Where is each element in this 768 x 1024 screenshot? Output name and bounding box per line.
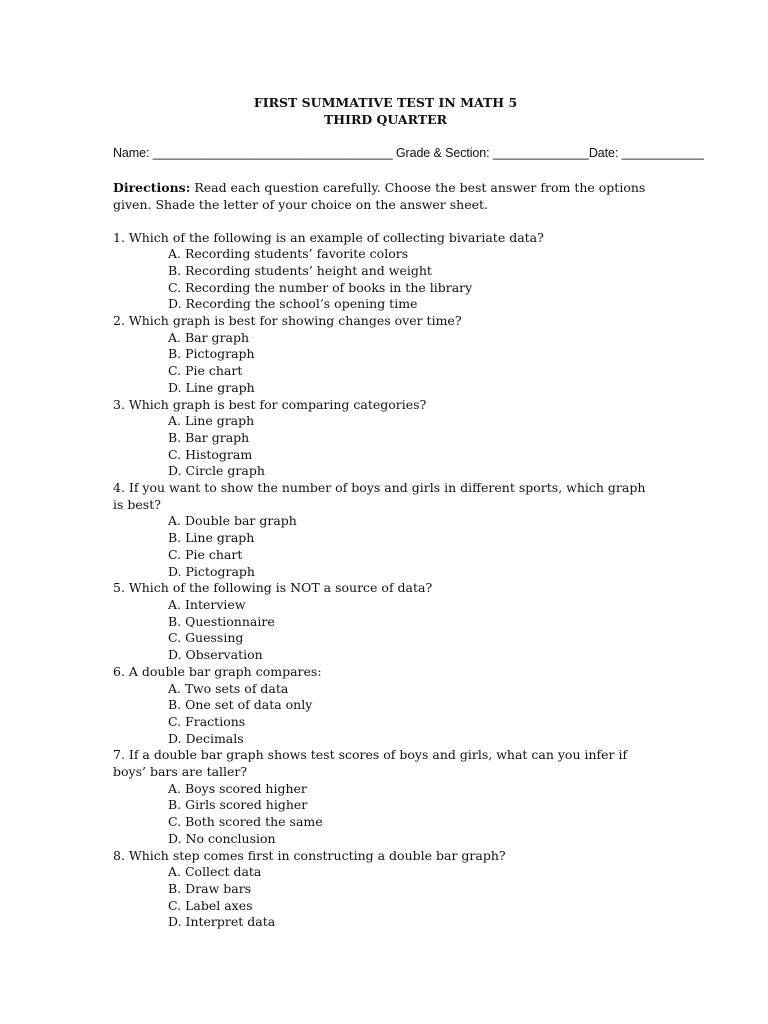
- directions-text: Read each question carefully. Choose the best answer from the options given. Shade the letter of your choice on the answer sheet.: [113, 180, 646, 212]
- date-blank: ____________: [621, 146, 704, 161]
- answer-option: B. Pictograph: [168, 346, 255, 362]
- question-item: [113, 230, 658, 314]
- answer-option: A. Collect data: [168, 864, 262, 880]
- answer-option: A. Two sets of data: [168, 680, 289, 696]
- grade-section-label: Grade & Section:: [392, 146, 493, 161]
- answer-option: B. Recording students’ height and weight: [168, 262, 432, 278]
- answer-option: A. Line graph: [168, 413, 255, 429]
- answer-option: C. Pie chart: [168, 363, 243, 379]
- name-blank: ___________________________________: [152, 146, 393, 161]
- directions-label: Directions:: [113, 180, 191, 196]
- question-item: [113, 313, 658, 397]
- answer-option: A. Double bar graph: [168, 513, 297, 529]
- question-text: 6. A double bar graph compares:: [113, 663, 322, 679]
- question-item: [113, 397, 658, 481]
- directions: [113, 180, 658, 213]
- test-title: FIRST SUMMATIVE TEST IN MATH 5: [253, 95, 518, 110]
- question-item: [113, 664, 658, 748]
- answer-option: D. Interpret data: [168, 914, 276, 930]
- question-text: 4. If you want to show the number of boys and girls in different sports, which graph is best?: [113, 480, 646, 512]
- answer-option: A. Bar graph: [168, 329, 250, 345]
- answer-option: D. Circle graph: [168, 463, 265, 479]
- date-label: Date:: [588, 146, 622, 161]
- answer-option: B. Draw bars: [168, 880, 252, 896]
- question-text: 3. Which graph is best for comparing categories?: [113, 396, 427, 412]
- answer-option: D. No conclusion: [168, 830, 276, 846]
- student-info-line: [113, 145, 704, 162]
- answer-option: D. Decimals: [168, 730, 244, 746]
- question-item: [113, 848, 658, 932]
- answer-option: C. Guessing: [168, 630, 244, 646]
- answer-option: C. Both scored the same: [168, 814, 323, 830]
- question-text: 1. Which of the following is an example of collecting bivariate data?: [113, 229, 544, 245]
- answer-option: C. Recording the number of books in the library: [168, 279, 473, 295]
- name-label: Name:: [113, 146, 153, 161]
- grade-section-blank: ______________: [492, 146, 589, 161]
- answer-option: B. One set of data only: [168, 697, 313, 713]
- answer-option: D. Recording the school’s opening time: [168, 296, 418, 312]
- answer-option: A. Boys scored higher: [168, 780, 307, 796]
- question-item: [113, 747, 658, 847]
- question-item: [113, 580, 658, 664]
- answer-option: B. Line graph: [168, 530, 255, 546]
- answer-option: B. Girls scored higher: [168, 797, 308, 813]
- test-subtitle: THIRD QUARTER: [323, 111, 448, 127]
- question-text: 2. Which graph is best for showing changes over time?: [113, 313, 462, 329]
- answer-option: D. Line graph: [168, 379, 255, 395]
- answer-option: D. Observation: [168, 647, 263, 663]
- answer-option: C. Fractions: [168, 713, 246, 729]
- answer-option: B. Questionnaire: [168, 613, 275, 629]
- answer-option: A. Interview: [168, 596, 246, 612]
- answer-option: A. Recording students’ favorite colors: [168, 246, 409, 262]
- answer-option: D. Pictograph: [168, 563, 255, 579]
- question-text: 7. If a double bar graph shows test scores of boys and girls, what can you infer if boys’ bars are taller?: [113, 747, 628, 780]
- answer-option: C. Pie chart: [168, 546, 243, 562]
- document-content: [113, 95, 704, 931]
- question-list: [113, 230, 658, 932]
- question-item: [113, 480, 658, 580]
- answer-option: B. Bar graph: [168, 429, 250, 445]
- answer-option: C. Histogram: [168, 446, 253, 462]
- answer-option: C. Label axes: [168, 897, 253, 913]
- question-text: 8. Which step comes first in constructing a double bar graph?: [113, 847, 506, 863]
- question-text: 5. Which of the following is NOT a source of data?: [113, 580, 433, 596]
